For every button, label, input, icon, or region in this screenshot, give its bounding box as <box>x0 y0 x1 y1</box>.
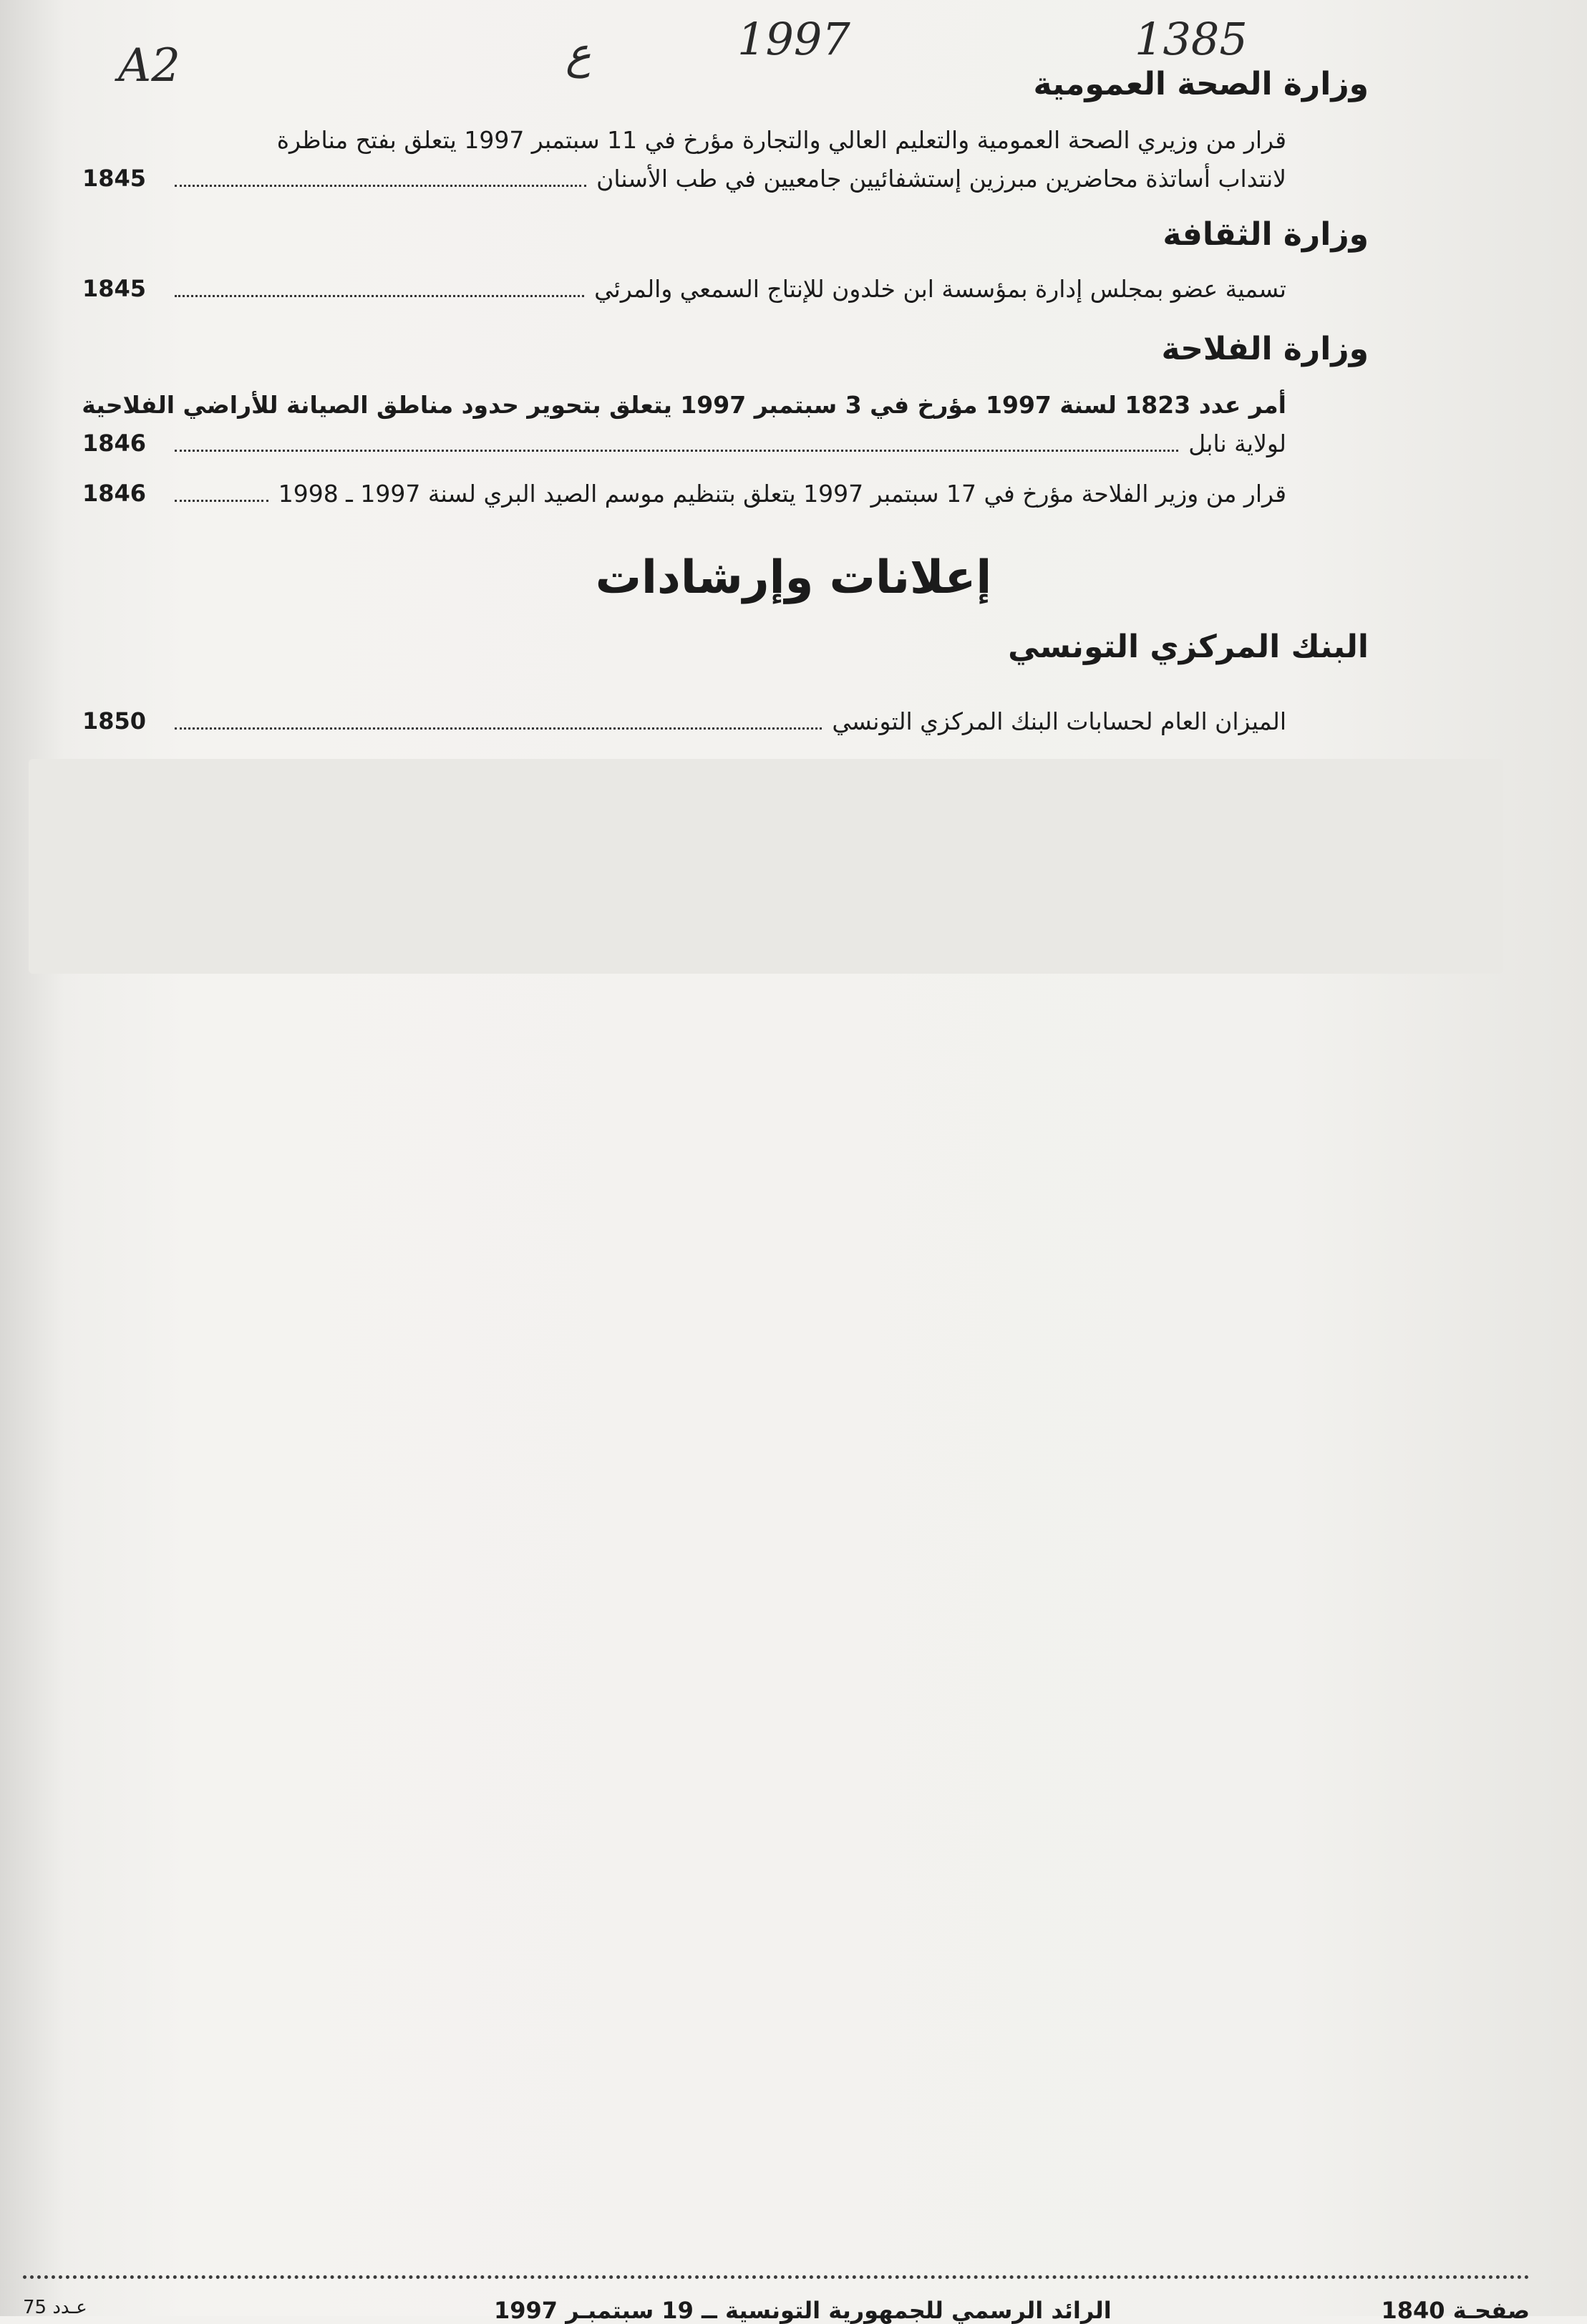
toc-entry-text: قرار من وزير الفلاحة مؤرخ في 17 سبتمبر 1997 يتعلق بتنظيم موسم الصيد البري لسنة 1997 ـ 1998 <box>278 480 1286 508</box>
toc-entry-line <box>82 391 1286 419</box>
toc-entry-line <box>165 480 1286 508</box>
handwritten-year: 1997 <box>737 13 850 65</box>
footer-separator <box>23 2275 1530 2279</box>
toc-entry-line <box>165 275 1286 303</box>
toc-entry-line <box>165 430 1286 457</box>
toc-entry-line <box>165 126 1286 154</box>
section-title-health: وزارة الصحة العمومية <box>1033 66 1369 102</box>
handwritten-letter: ع <box>566 29 591 79</box>
toc-entry-line <box>165 707 1286 735</box>
toc-entry-text: لولاية نابل <box>1188 430 1286 457</box>
bleed-through-band <box>29 759 1503 974</box>
dot-leader <box>175 481 268 502</box>
page-number: 1845 <box>82 275 147 302</box>
page-number: 1846 <box>82 480 147 507</box>
toc-entry-line <box>165 165 1286 193</box>
dot-leader <box>175 431 1178 452</box>
page-number: 1846 <box>82 430 147 457</box>
toc-entry-text: قرار من وزيري الصحة العمومية والتعليم العالي والتجارة مؤرخ في 11 سبتمبر 1997 يتعلق بفتح مناظرة <box>276 126 1286 154</box>
section-title-central-bank: البنك المركزي التونسي <box>1008 629 1369 665</box>
toc-entry-text: أمر عدد 1823 لسنة 1997 مؤرخ في 3 سبتمبر 1997 يتعلق بتحوير حدود مناطق الصيانة للأراضي الفلاحية <box>82 391 1286 419</box>
toc-entry-text: لانتداب أساتذة محاضرين مبرزين إستشفائيين جامعيين في طب الأسنان <box>596 165 1286 193</box>
section-title-culture: وزارة الثقافة <box>1163 216 1369 253</box>
announcements-heading: إعلانات وإرشادات <box>595 551 992 604</box>
toc-entry-text: الميزان العام لحسابات البنك المركزي التونسي <box>832 707 1286 735</box>
page-number: 1845 <box>82 165 147 192</box>
footer-page-number: صفحـة 1840 <box>1381 2297 1530 2324</box>
dot-leader <box>175 276 584 297</box>
footer-journal-title: الرائد الرسمي للجمهورية التونسية ــ 19 سبتمبـر 1997 <box>494 2297 1112 2324</box>
section-title-agriculture: وزارة الفلاحة <box>1161 331 1369 367</box>
toc-entry-text: تسمية عضو بمجلس إدارة بمؤسسة ابن خلدون للإنتاج السمعي والمرئي <box>594 275 1286 303</box>
dot-leader <box>175 166 586 187</box>
handwritten-a2: A2 <box>118 39 180 92</box>
dot-leader <box>175 709 822 730</box>
footer-issue-number: عـدد 75 <box>23 2297 87 2318</box>
handwritten-number: 1385 <box>1135 13 1248 65</box>
page-number: 1850 <box>82 707 147 735</box>
